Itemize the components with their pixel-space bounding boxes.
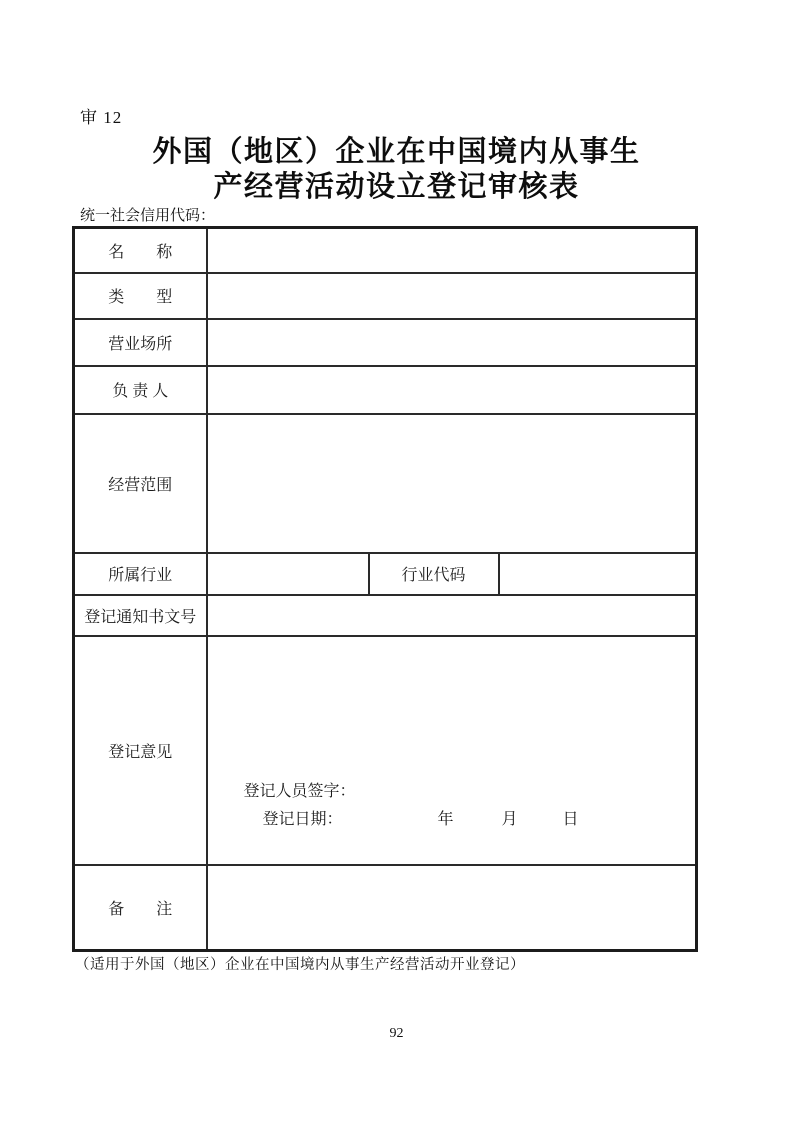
name-value-cell[interactable] <box>207 228 697 273</box>
month-label: 月 <box>501 811 518 828</box>
day-label: 日 <box>562 811 579 828</box>
notice-number-value-cell[interactable] <box>207 595 697 636</box>
table-row-name <box>74 228 697 273</box>
credit-code-label: 统一社会信用代码： <box>80 208 216 224</box>
page-number: 92 <box>389 1026 404 1041</box>
industry-code-label: 行业代码 <box>369 553 499 595</box>
industry-code-value-cell[interactable] <box>499 553 697 595</box>
table-row-premises <box>74 319 697 366</box>
industry-value-cell[interactable] <box>207 553 369 595</box>
page-title-line1: 外国（地区）企业在中国境内从事生 <box>152 134 641 168</box>
signer-label: 登记人员签字： <box>243 783 356 800</box>
industry-label: 所属行业 <box>74 553 207 595</box>
year-label: 年 <box>437 811 454 828</box>
notice-number-label: 登记通知书文号 <box>74 595 207 636</box>
name-label: 名 称 <box>74 228 207 273</box>
table-row-person-in-charge <box>74 366 697 414</box>
premises-value-cell[interactable] <box>207 319 697 366</box>
registration-opinion-label: 登记意见 <box>74 636 207 865</box>
business-scope-value-cell[interactable] <box>207 414 697 553</box>
table-row-business-scope <box>74 414 697 553</box>
person-in-charge-value-cell[interactable] <box>207 366 697 414</box>
table-row-registration-opinion <box>74 636 697 865</box>
applicability-footnote: （适用于外国（地区）企业在中国境内从事生产经营活动开业登记） <box>75 957 525 973</box>
form-code: 审 12 <box>80 108 123 127</box>
page-title-line2: 产经营活动设立登记审核表 <box>213 169 580 203</box>
table-row-type <box>74 273 697 319</box>
table-row-industry <box>74 553 697 595</box>
date-line <box>244 806 696 834</box>
type-label: 类 型 <box>74 273 207 319</box>
registration-opinion-value-cell[interactable] <box>207 636 697 865</box>
person-in-charge-label: 负 责 人 <box>74 366 207 414</box>
remarks-label: 备 注 <box>74 865 207 951</box>
table-row-notice-number <box>74 595 697 636</box>
date-label: 登记日期： <box>262 811 343 828</box>
premises-label: 营业场所 <box>74 319 207 366</box>
page-title <box>0 134 793 204</box>
registration-form-table <box>72 226 698 952</box>
remarks-value-cell[interactable] <box>207 865 697 951</box>
business-scope-label: 经营范围 <box>74 414 207 553</box>
table-row-remarks <box>74 865 697 951</box>
registration-form <box>72 226 698 952</box>
type-value-cell[interactable] <box>207 273 697 319</box>
opinion-signature-block <box>244 778 696 834</box>
